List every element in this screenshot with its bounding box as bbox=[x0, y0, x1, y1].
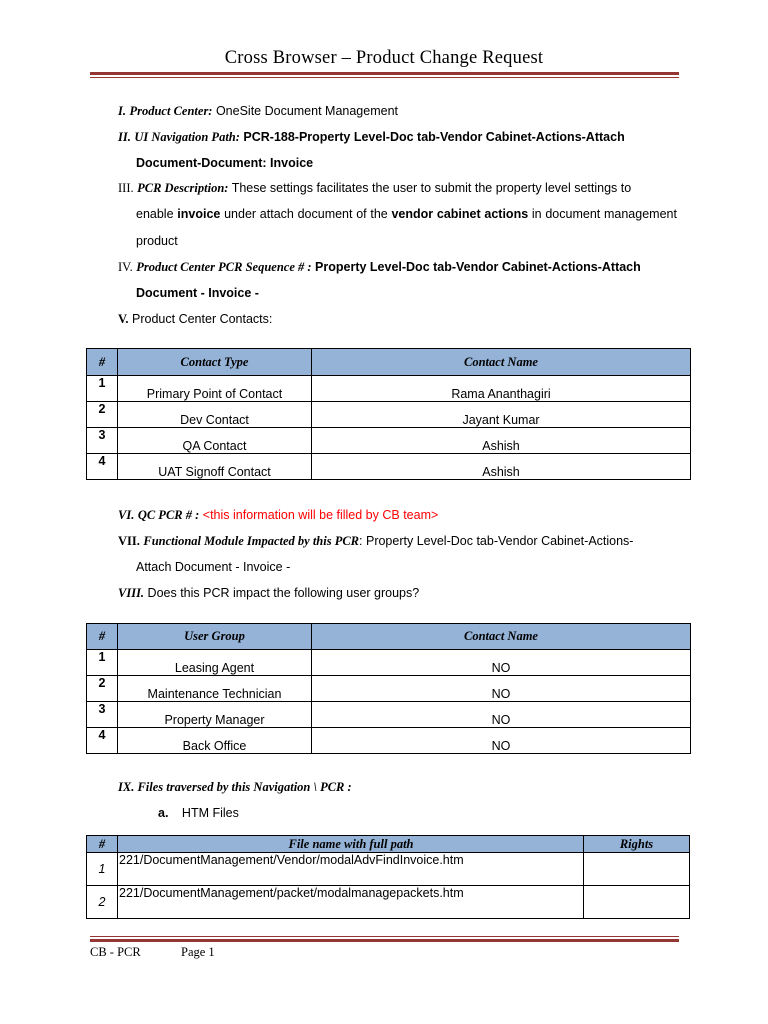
contact-type: Primary Point of Contact bbox=[118, 376, 312, 402]
header-cell: Rights bbox=[584, 836, 690, 853]
footer-left: CB - PCR bbox=[90, 945, 141, 959]
desc-text: enable bbox=[136, 207, 174, 221]
table-row bbox=[87, 728, 691, 754]
impact-value: NO bbox=[312, 702, 691, 728]
section-pcr-sequence bbox=[118, 260, 641, 275]
section-ui-navigation-path-cont bbox=[136, 156, 313, 170]
row-number: 4 bbox=[87, 454, 118, 480]
table-header-row bbox=[87, 836, 690, 853]
file-rights bbox=[584, 853, 690, 886]
section-ui-navigation-path bbox=[118, 130, 625, 145]
section-label: UI Navigation Path: bbox=[134, 130, 240, 144]
row-number: 1 bbox=[87, 376, 118, 402]
section-number: I. bbox=[118, 104, 126, 118]
footer-rule bbox=[90, 936, 679, 942]
table-row bbox=[87, 702, 691, 728]
impact-value: NO bbox=[312, 676, 691, 702]
section-number: VIII. bbox=[118, 586, 145, 600]
section-value: : Property Level-Doc tab-Vendor Cabinet-Actions- bbox=[359, 534, 634, 548]
contact-type: UAT Signoff Contact bbox=[118, 454, 312, 480]
section-files-traversed bbox=[118, 780, 352, 795]
contact-type: QA Contact bbox=[118, 428, 312, 454]
user-groups-table bbox=[86, 623, 691, 754]
table-row bbox=[87, 376, 691, 402]
desc-bold-invoice: invoice bbox=[177, 207, 221, 221]
user-group: Leasing Agent bbox=[118, 650, 312, 676]
table-row bbox=[87, 676, 691, 702]
contact-name: Ashish bbox=[312, 428, 691, 454]
header-cell: File name with full path bbox=[118, 836, 584, 853]
section-number: VI. bbox=[118, 508, 135, 522]
contact-type: Dev Contact bbox=[118, 402, 312, 428]
table-row bbox=[87, 853, 690, 886]
section-pcr-description-end bbox=[136, 234, 178, 248]
section-value: Property Level-Doc tab-Vendor Cabinet-Actions-Attach bbox=[315, 260, 641, 274]
section-number: III. bbox=[118, 181, 134, 195]
desc-text: under attach document of the bbox=[224, 207, 388, 221]
table-row bbox=[87, 650, 691, 676]
section-value: Document - Invoice - bbox=[136, 286, 259, 300]
section-functional-module-cont bbox=[136, 560, 290, 574]
section-number: IV. bbox=[118, 260, 133, 274]
user-group: Property Manager bbox=[118, 702, 312, 728]
desc-text: product bbox=[136, 234, 178, 248]
header-cell: # bbox=[87, 349, 118, 376]
subsection-htm-files bbox=[158, 806, 239, 820]
section-pcr-description bbox=[118, 181, 631, 196]
row-number: 2 bbox=[87, 676, 118, 702]
section-label: Functional Module Impacted by this PCR bbox=[143, 534, 360, 548]
section-product-center bbox=[118, 104, 398, 119]
section-value: PCR-188-Property Level-Doc tab-Vendor Cabinet-Actions-Attach bbox=[243, 130, 625, 144]
section-label: Product Center PCR Sequence # : bbox=[136, 260, 312, 274]
section-qc-pcr bbox=[118, 508, 438, 523]
section-functional-module bbox=[118, 534, 633, 549]
section-pcr-description-cont bbox=[136, 207, 677, 221]
header-rule bbox=[90, 72, 679, 78]
header-cell: Contact Name bbox=[312, 349, 691, 376]
footer-page-number: Page 1 bbox=[181, 945, 215, 959]
header-cell: Contact Type bbox=[118, 349, 312, 376]
user-group: Maintenance Technician bbox=[118, 676, 312, 702]
user-group: Back Office bbox=[118, 728, 312, 754]
desc-text: in document management bbox=[531, 207, 677, 221]
contacts-table bbox=[86, 348, 691, 480]
section-value: <this information will be filled by CB team> bbox=[202, 508, 439, 522]
row-number: 1 bbox=[87, 650, 118, 676]
files-table bbox=[86, 835, 690, 919]
section-contacts bbox=[118, 312, 272, 327]
subsection-value: HTM Files bbox=[181, 806, 239, 820]
section-number: II. bbox=[118, 130, 131, 144]
subsection-letter: a. bbox=[158, 806, 169, 820]
row-number: 1 bbox=[87, 853, 118, 886]
section-value: Product Center Contacts: bbox=[132, 312, 273, 326]
section-value: These settings facilitates the user to submit the property level settings to bbox=[231, 181, 632, 195]
file-rights bbox=[584, 886, 690, 919]
section-value: Document-Document: Invoice bbox=[136, 156, 314, 170]
section-user-groups bbox=[118, 586, 419, 601]
row-number: 3 bbox=[87, 428, 118, 454]
section-label: QC PCR # : bbox=[137, 508, 200, 522]
header-cell: # bbox=[87, 836, 118, 853]
file-path: 221/DocumentManagement/packet/modalmanagepackets.htm bbox=[118, 886, 584, 919]
section-value: Does this PCR impact the following user groups? bbox=[147, 586, 420, 600]
row-number: 2 bbox=[87, 402, 118, 428]
table-row bbox=[87, 886, 690, 919]
contact-name: Rama Ananthagiri bbox=[312, 376, 691, 402]
section-pcr-sequence-cont bbox=[136, 286, 259, 300]
row-number: 4 bbox=[87, 728, 118, 754]
row-number: 2 bbox=[87, 886, 118, 919]
table-row bbox=[87, 402, 691, 428]
section-label: PCR Description: bbox=[137, 181, 229, 195]
table-header-row bbox=[87, 624, 691, 650]
header-cell: User Group bbox=[118, 624, 312, 650]
row-number: 3 bbox=[87, 702, 118, 728]
table-row bbox=[87, 454, 691, 480]
contact-name: Ashish bbox=[312, 454, 691, 480]
file-path: 221/DocumentManagement/Vendor/modalAdvFindInvoice.htm bbox=[118, 853, 584, 886]
section-value: OneSite Document Management bbox=[215, 104, 398, 118]
desc-bold-vendor-cabinet: vendor cabinet actions bbox=[391, 207, 529, 221]
section-label: IX. Files traversed by this Navigation \ PCR : bbox=[118, 780, 352, 794]
table-header-row bbox=[87, 349, 691, 376]
document-title: Cross Browser – Product Change Request bbox=[224, 48, 544, 68]
impact-value: NO bbox=[312, 650, 691, 676]
impact-value: NO bbox=[312, 728, 691, 754]
header-cell: # bbox=[87, 624, 118, 650]
contact-name: Jayant Kumar bbox=[312, 402, 691, 428]
table-row bbox=[87, 428, 691, 454]
section-number: V. bbox=[118, 312, 129, 326]
section-value: Attach Document - Invoice - bbox=[136, 560, 291, 574]
section-number: VII. bbox=[118, 534, 140, 548]
section-label: Product Center: bbox=[129, 104, 213, 118]
header-cell: Contact Name bbox=[312, 624, 691, 650]
